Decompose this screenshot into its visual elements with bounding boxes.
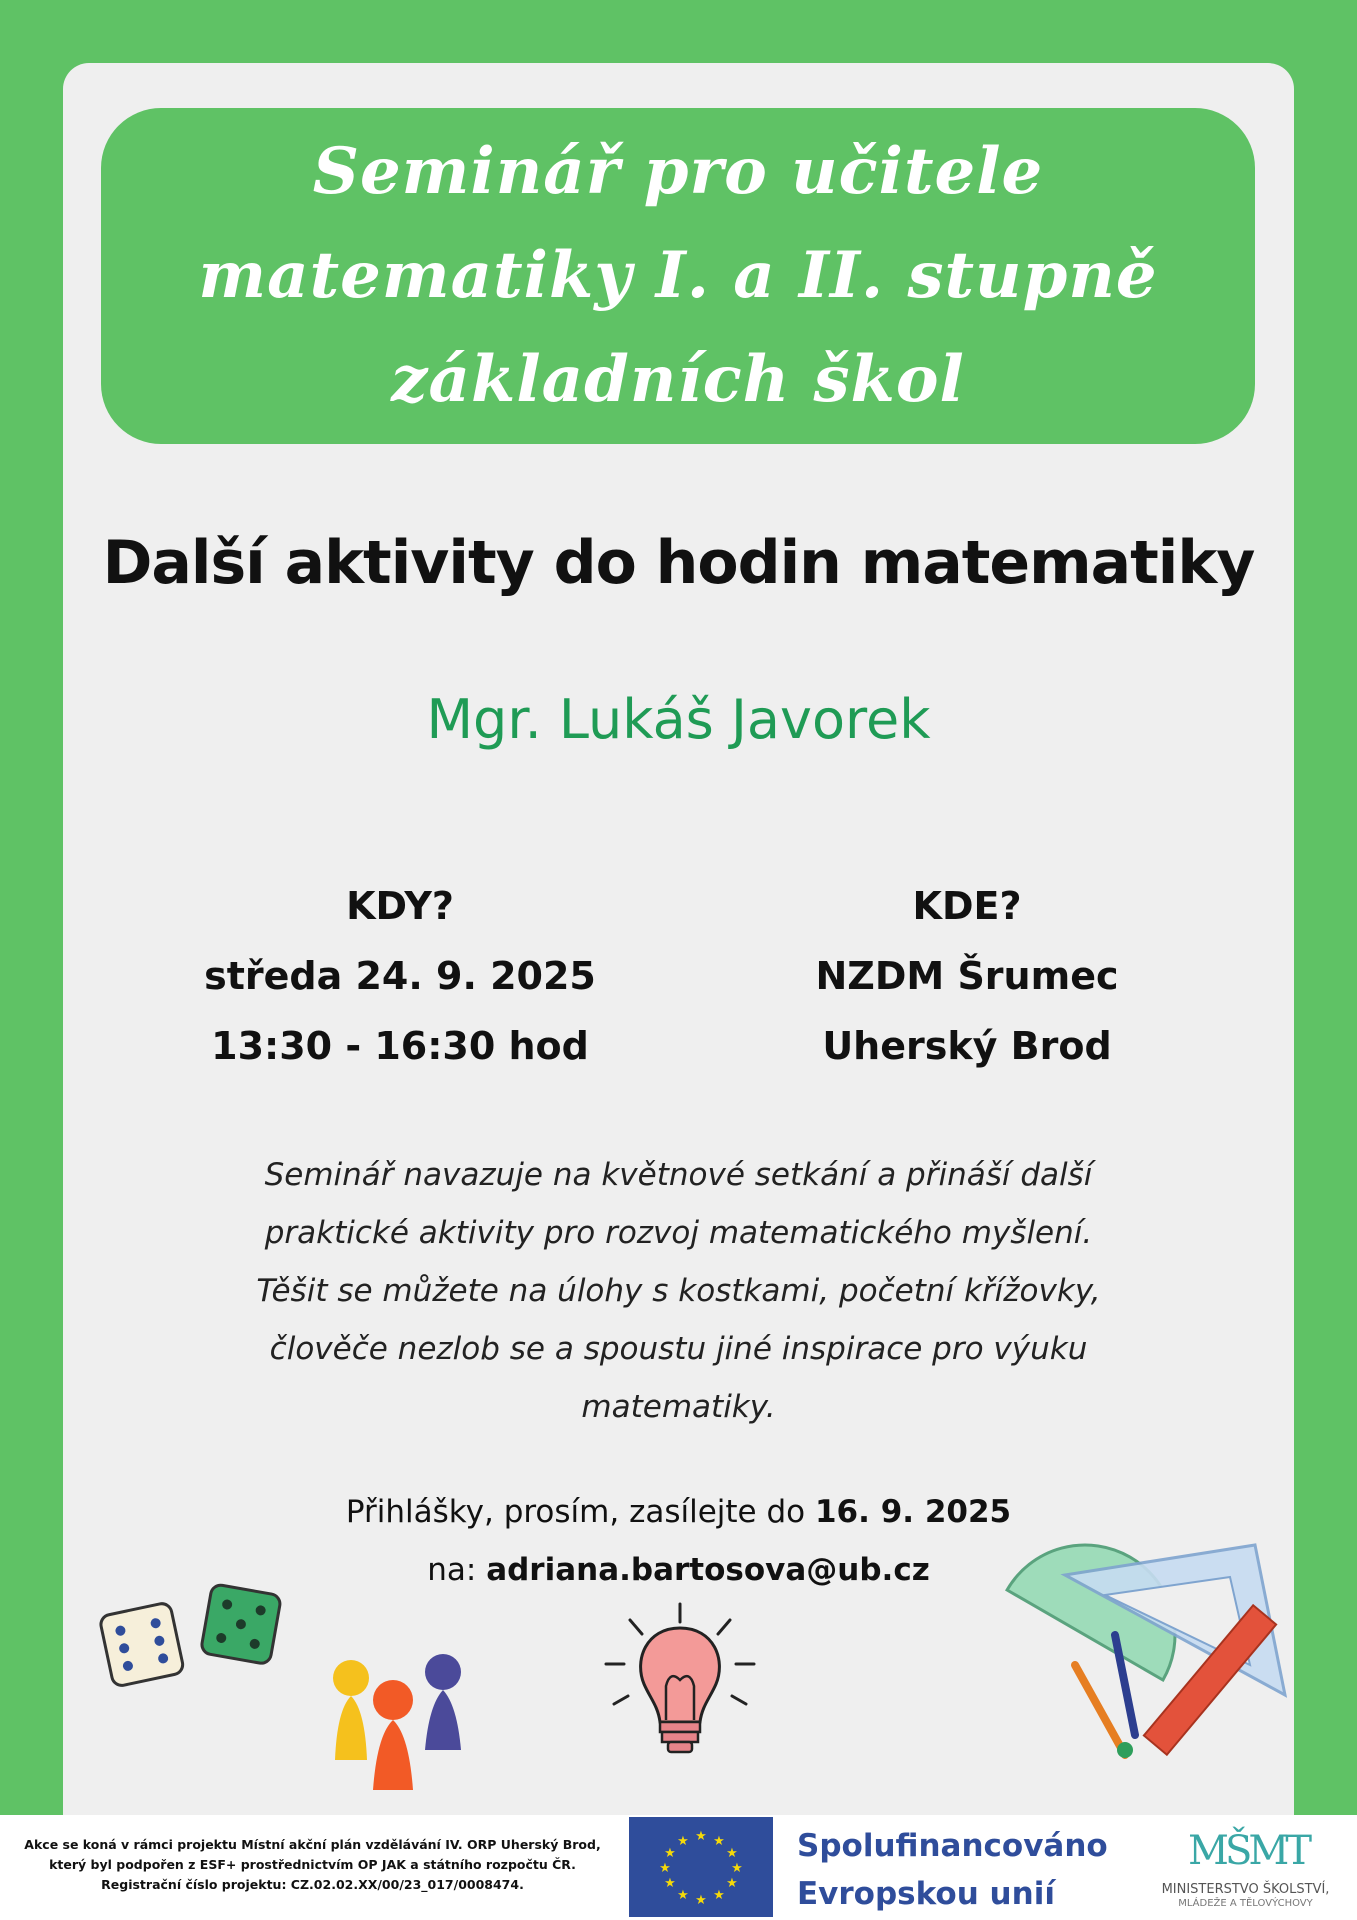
title-line-1: Seminář pro učitele [312, 134, 1044, 209]
description-line: Seminář navazuje na květnové setkání a přináší další [264, 1157, 1093, 1193]
project-info-line: Registrační číslo projektu: CZ.02.02.XX/00/23_017/0008474. [101, 1877, 524, 1892]
msmt-logo [1138, 1814, 1353, 1918]
registration-deadline: 16. 9. 2025 [814, 1494, 1012, 1530]
svg-text:★: ★ [664, 1876, 676, 1891]
when-section [140, 871, 660, 1081]
description-line: matematiky. [581, 1389, 776, 1425]
when-heading: KDY? [346, 884, 454, 928]
geometry-tools-icon [975, 1525, 1300, 1790]
eu-label-line: Spolufinancováno [797, 1828, 1108, 1864]
where-venue: NZDM Šrumec [815, 954, 1119, 998]
where-city: Uherský Brod [822, 1024, 1112, 1068]
eu-flag-icon [629, 1817, 773, 1917]
svg-text:★: ★ [659, 1861, 671, 1876]
svg-text:MŠMT: MŠMT [1188, 1828, 1308, 1874]
where-heading: KDE? [912, 884, 1022, 928]
project-info-line: který byl podpořen z ESF+ prostřednictvím OP JAK a státního rozpočtu ČR. [49, 1857, 576, 1872]
svg-text:★: ★ [677, 1834, 689, 1849]
seminar-subtitle: Další aktivity do hodin matematiky [102, 528, 1255, 598]
where-section [707, 871, 1227, 1081]
svg-text:★: ★ [713, 1888, 725, 1903]
svg-text:★: ★ [695, 1893, 707, 1908]
svg-text:★: ★ [695, 1829, 707, 1844]
svg-text:★: ★ [664, 1846, 676, 1861]
registration-prefix: Přihlášky, prosím, zasílejte do [345, 1494, 815, 1530]
msmt-logo-icon [1188, 1814, 1308, 1878]
description-line: člověče nezlob se a spoustu jiné inspirace pro výuku [269, 1331, 1088, 1367]
presenter-name: Mgr. Lukáš Javorek [426, 688, 931, 751]
lightbulb-icon [600, 1600, 760, 1765]
when-date: středa 24. 9. 2025 [204, 954, 596, 998]
svg-text:★: ★ [731, 1861, 743, 1876]
msmt-name-line-2: MLÁDEŽE A TĚLOVÝCHOVY [1178, 1898, 1313, 1909]
title-line-2: matematiky I. a II. stupně [198, 238, 1158, 313]
description [160, 1146, 1197, 1436]
svg-text:★: ★ [713, 1834, 725, 1849]
svg-text:★: ★ [726, 1846, 738, 1861]
project-info [0, 1835, 625, 1895]
msmt-name-line-1: MINISTERSTVO ŠKOLSTVÍ, [1161, 1882, 1330, 1897]
description-line: praktické aktivity pro rozvoj matematického myšlení. [264, 1215, 1093, 1251]
svg-text:★: ★ [726, 1876, 738, 1891]
eu-cofinanced-label [797, 1822, 1108, 1918]
svg-text:★: ★ [677, 1888, 689, 1903]
project-info-line: Akce se koná v rámci projektu Místní akční plán vzdělávání IV. ORP Uherský Brod, [24, 1837, 601, 1852]
dice-icon [95, 1580, 295, 1700]
when-time: 13:30 - 16:30 hod [211, 1024, 589, 1068]
registration-email-prefix: na: [427, 1552, 487, 1588]
registration-email[interactable]: adriana.bartosova@ub.cz [486, 1552, 930, 1588]
description-line: Těšit se můžete na úlohy s kostkami, početní křížovky, [256, 1273, 1101, 1309]
title-banner [101, 108, 1255, 444]
eu-label-line: Evropskou unií [797, 1876, 1055, 1912]
game-pieces-icon [325, 1650, 485, 1790]
title-line-3: základních škol [391, 342, 965, 417]
